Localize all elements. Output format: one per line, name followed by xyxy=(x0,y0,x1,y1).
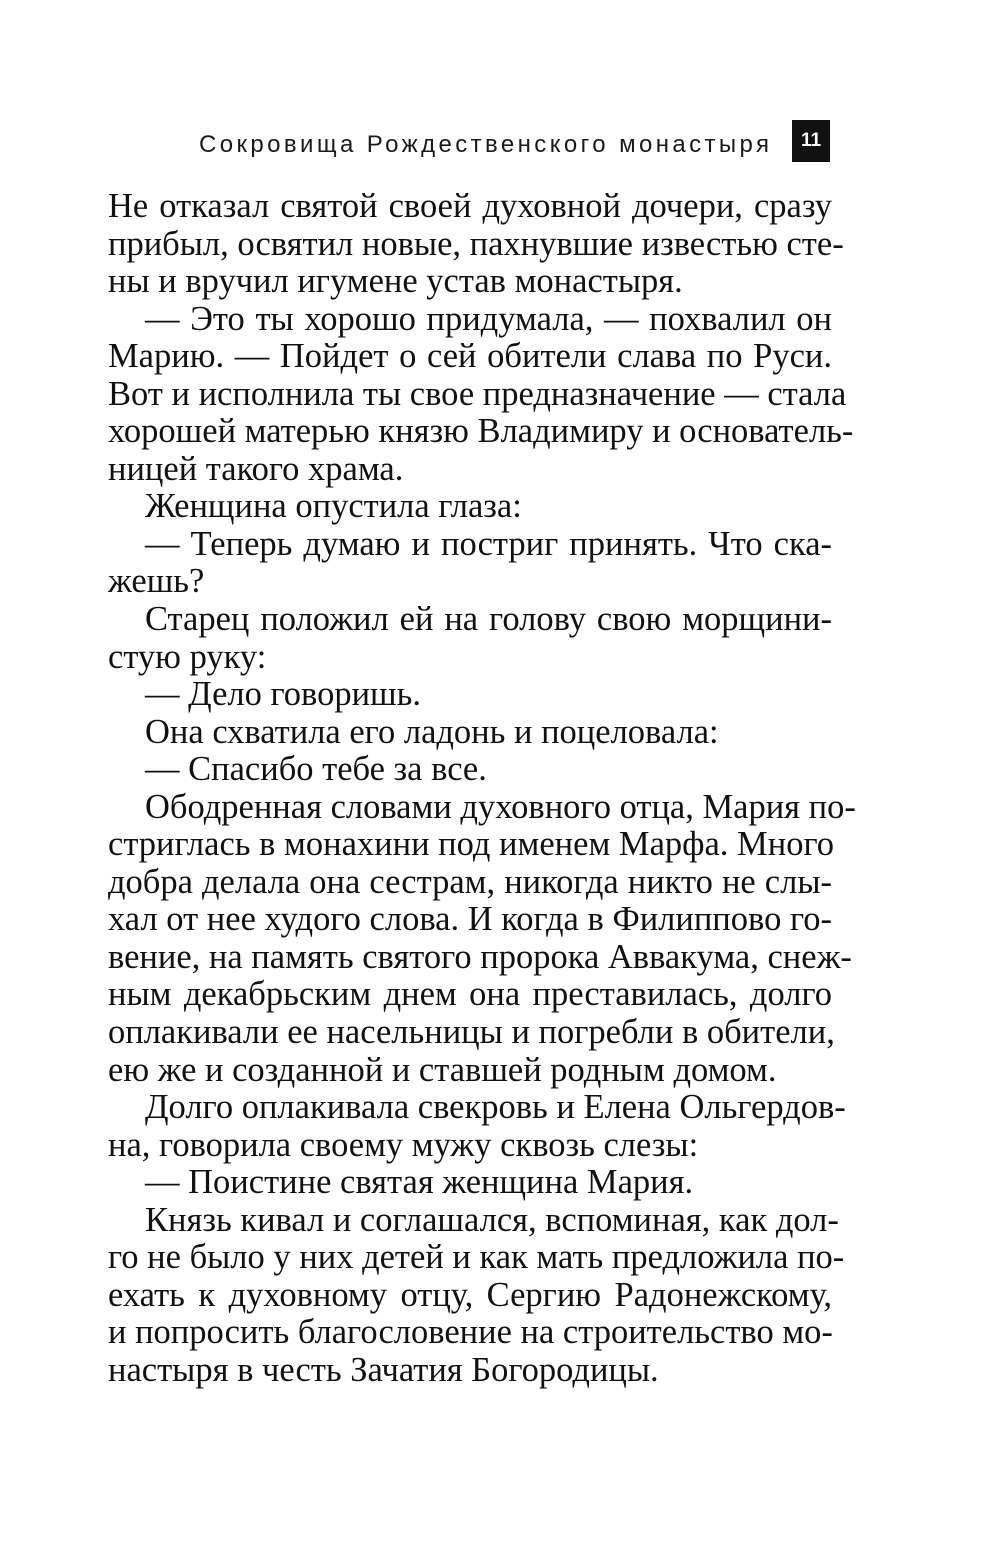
text-line: Старец положил ей на голову свою морщини- xyxy=(145,600,832,639)
text-line: ным декабрьским днем она преставилась, долго xyxy=(108,975,832,1014)
text-line: — Поистине святая женщина Мария. xyxy=(145,1163,694,1202)
body-text xyxy=(108,187,856,1390)
text-line: Она схватила его ладонь и поцеловала: xyxy=(145,712,719,751)
running-title: Сокровища Рождественского монастыря xyxy=(199,131,773,158)
text-line: Князь кивал и соглашался, вспоминая, как дол- xyxy=(145,1200,839,1239)
text-line: Ободренная словами духовного отца, Мария по- xyxy=(145,787,856,826)
text-line: Женщина опустила глаза: xyxy=(145,487,522,526)
text-line: хал от нее худого слова. И когда в Филиппово го- xyxy=(108,900,832,939)
text-line: настыря в честь Зачатия Богородицы. xyxy=(108,1350,659,1389)
text-line: и попросить благословение на строительство мо- xyxy=(108,1313,833,1352)
text-line: ны и вручил игумене устав монастыря. xyxy=(108,262,683,301)
page-number-badge: 11 xyxy=(792,120,830,162)
text-line: — Спасибо тебе за все. xyxy=(145,750,487,789)
text-line: Не отказал святой своей духовной дочери, сразу xyxy=(108,187,832,225)
text-line: — Это ты хорошо придумала, — похвалил он xyxy=(145,299,832,338)
text-line: стриглась в монахини под именем Марфа. Много xyxy=(108,825,834,864)
text-line: Марию. — Пойдет о сей обители слава по Руси. xyxy=(108,337,832,376)
text-line: Вот и исполнила ты свое предназначение — стала xyxy=(108,374,847,413)
text-line: добра делала она сестрам, никогда никто не слы- xyxy=(108,862,832,901)
text-line: хорошей матерью князю Владимиру и основатель- xyxy=(108,412,854,451)
text-line: — Теперь думаю и постриг принять. Что ска- xyxy=(145,524,832,563)
text-line: го не было у них детей и как мать предложила по- xyxy=(108,1238,845,1277)
text-line: Долго оплакивала свекровь и Елена Ольгердов- xyxy=(145,1088,846,1127)
text-line: ею же и созданной и ставшей родным домом. xyxy=(108,1050,777,1089)
text-line: ехать к духовному отцу, Сергию Радонежскому, xyxy=(108,1275,832,1314)
text-line: вение, на память святого пророка Аввакума, снеж- xyxy=(108,937,852,976)
text-line: жешь? xyxy=(108,562,205,601)
text-line: — Дело говоришь. xyxy=(145,675,421,714)
text-line: на, говорила своему мужу сквозь слезы: xyxy=(108,1125,699,1164)
text-line: оплакивали ее насельницы и погребли в обители, xyxy=(108,1013,835,1052)
text-line: ницей такого храма. xyxy=(108,449,404,488)
text-line: стую руку: xyxy=(108,637,267,676)
text-line: прибыл, освятил новые, пахнувшие известью сте- xyxy=(108,224,844,263)
